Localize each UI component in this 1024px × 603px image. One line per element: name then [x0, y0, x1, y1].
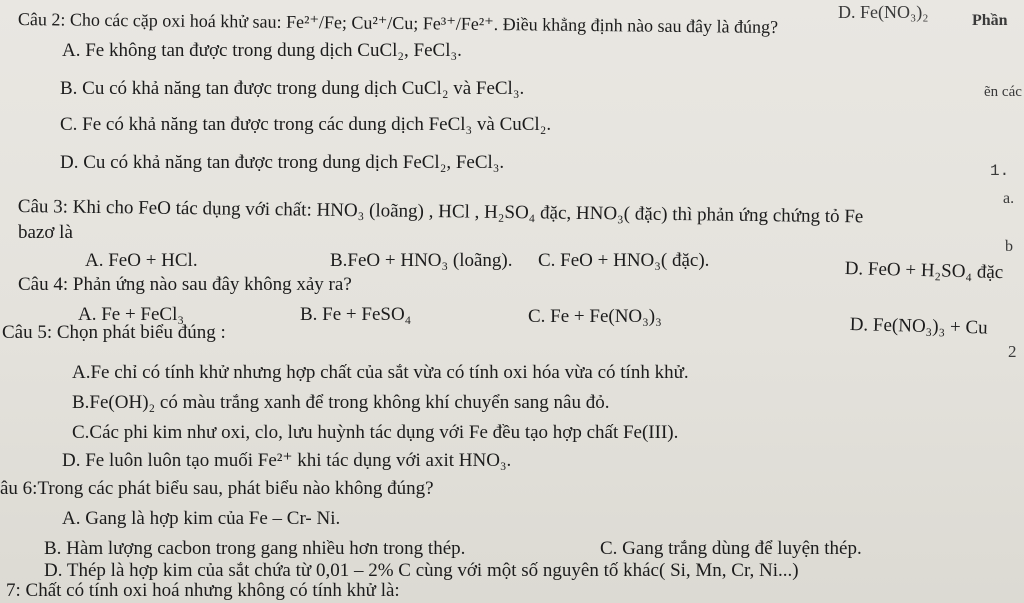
cau3-option-c: C. FeO + HNO₃( đặc).	[538, 250, 710, 271]
margin-a: a.	[1003, 190, 1015, 207]
cau2-option-a: A. Fe không tan được trong dung dịch CuCl₂, FeCl₃.	[62, 40, 462, 61]
cau5-stem: Câu 5: Chọn phát biểu đúng :	[2, 322, 226, 343]
cau2-option-c: C. Fe có khả năng tan được trong các dung dịch FeCl₃ và CuCl₂.	[60, 114, 552, 135]
cau6-option-a: A. Gang là hợp kim của Fe – Cr- Ni.	[62, 508, 341, 529]
cau4-option-b: B. Fe + FeSO₄	[300, 304, 412, 325]
cau4-option-a: A. Fe + FeCl₃	[78, 304, 185, 325]
margin-phan: Phần	[972, 12, 1008, 29]
cau5-option-a: A.Fe chỉ có tính khử nhưng hợp chất của sắt vừa có tính oxi hóa vừa có tính khử.	[72, 362, 689, 383]
cau4-option-d: D. Fe(NO₃)₃ + Cu	[849, 314, 988, 339]
cau6-option-d: D. Thép là hợp kim của sắt chứa từ 0,01 – 2% C cùng với một số nguyên tố khác( Si, Mn, Cr, Ni...)	[44, 560, 799, 581]
cau5-option-c: C.Các phi kim như oxi, clo, lưu huỳnh tác dụng với Fe đều tạo hợp chất Fe(III).	[72, 422, 679, 443]
cau6-stem: âu 6:Trong các phát biểu sau, phát biểu nào không đúng?	[0, 478, 434, 499]
cau4-stem: Câu 4: Phản ứng nào sau đây không xảy ra?	[18, 274, 352, 295]
cau3-stem-continued: bazơ là	[18, 222, 73, 243]
cau2-option-d: D. Cu có khả năng tan được trong dung dịch FeCl₂, FeCl₃.	[60, 152, 505, 173]
cau5-option-d: D. Fe luôn luôn tạo muối Fe²⁺ khi tác dụng với axit HNO₃.	[62, 450, 512, 471]
margin-b: b	[1005, 238, 1013, 255]
cau3-option-a: A. FeO + HCl.	[85, 250, 198, 271]
cau3-stem: Câu 3: Khi cho FeO tác dụng với chất: HNO₃ (loãng) , HCl , H₂SO₄ đặc, HNO₃( đặc) thì phản ứng chứng tỏ Fe	[17, 196, 864, 228]
margin-two: 2	[1008, 342, 1017, 361]
cau3-option-b: B.FeO + HNO₃ (loãng).	[330, 250, 513, 271]
cau5-option-b: B.Fe(OH)₂ có màu trắng xanh để trong không khí chuyển sang nâu đỏ.	[72, 392, 610, 413]
cau4-option-c: C. Fe + Fe(NO₃)₃	[528, 306, 662, 327]
cau6-option-c: C. Gang trắng dùng để luyện thép.	[600, 538, 862, 559]
cau7-stem: 7: Chất có tính oxi hoá nhưng không có tính khử là:	[6, 580, 400, 601]
cau2-option-b: B. Cu có khả năng tan được trong dung dịch CuCl₂ và FeCl₃.	[60, 78, 525, 99]
cau2-stem: Câu 2: Cho các cặp oxi hoá khử sau: Fe²⁺/Fe; Cu²⁺/Cu; Fe³⁺/Fe²⁺. Điều khẳng định nào sau đây là đúng?	[17, 8, 779, 37]
cau6-option-b: B. Hàm lượng cacbon trong gang nhiều hơn trong thép.	[44, 538, 466, 559]
margin-num-1: 1.	[990, 162, 1010, 180]
margin-top-fragment: D. Fe(NO₃)₂	[838, 2, 929, 22]
margin-ec-cac: ẽn các	[984, 84, 1022, 100]
cau3-option-d: D. FeO + H₂SO₄ đặc	[844, 258, 1004, 284]
